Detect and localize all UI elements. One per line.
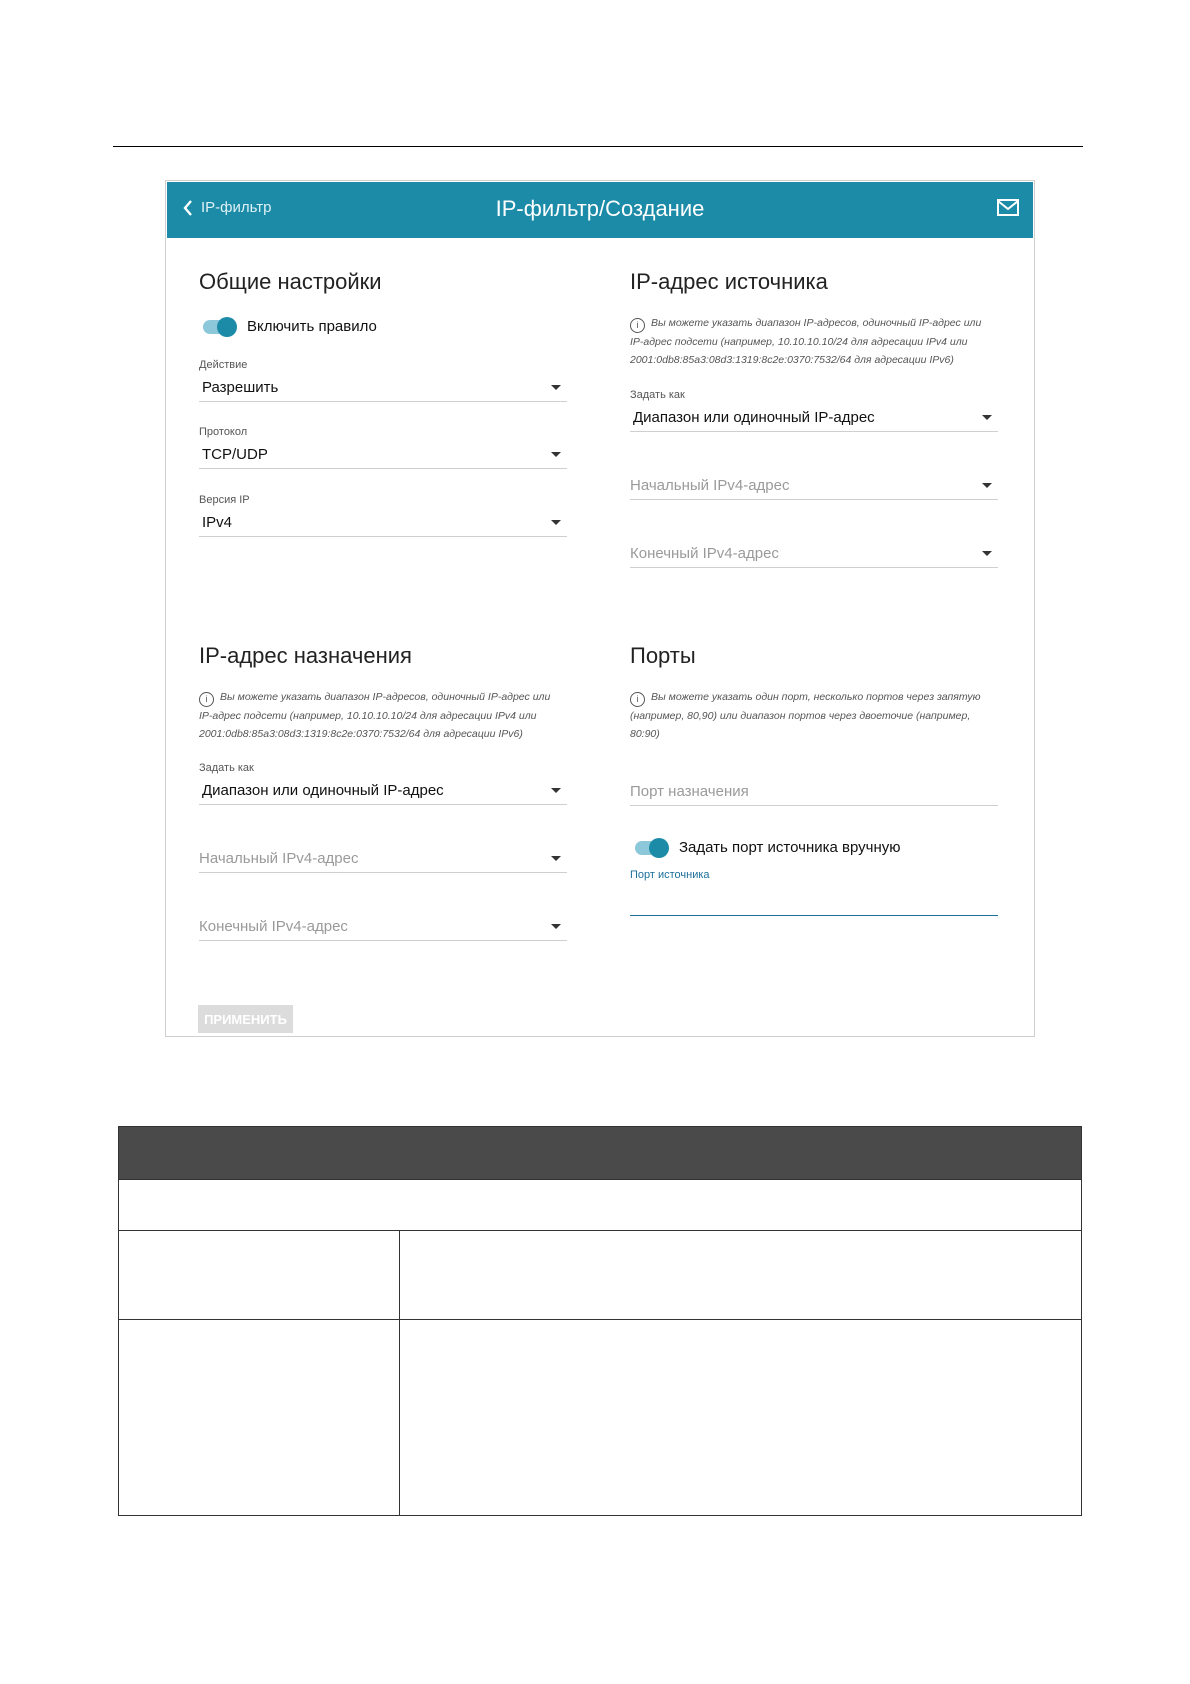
caret-down-icon xyxy=(982,483,992,488)
info-icon: i xyxy=(630,318,645,333)
caret-down-icon xyxy=(551,520,561,525)
start-ip-placeholder: Начальный IPv4-адрес xyxy=(630,476,790,494)
enable-rule-label: Включить правило xyxy=(247,318,377,335)
action-value: Разрешить xyxy=(202,378,279,396)
ports-info xyxy=(630,688,1002,743)
table-row xyxy=(119,1180,1082,1231)
caret-down-icon xyxy=(982,415,992,420)
source-port-input[interactable] xyxy=(630,915,998,916)
ip-version-label: Версия IP xyxy=(199,494,250,506)
set-as-label: Задать как xyxy=(199,762,254,774)
source-port-label: Порт источника xyxy=(630,869,710,881)
info-icon: i xyxy=(199,692,214,707)
caret-down-icon xyxy=(551,924,561,929)
protocol-select[interactable] xyxy=(199,426,567,469)
general-heading: Общие настройки xyxy=(199,269,382,294)
ip-version-select[interactable] xyxy=(199,494,567,537)
back-label: IP-фильтр xyxy=(201,199,272,216)
action-select[interactable] xyxy=(199,359,567,402)
destination-end-ip-select[interactable] xyxy=(199,898,567,941)
table-cell xyxy=(119,1231,400,1320)
toggle-knob xyxy=(217,317,237,337)
info-icon: i xyxy=(630,692,645,707)
source-end-ip-select[interactable] xyxy=(630,525,998,568)
destination-heading: IP-адрес назначения xyxy=(199,643,412,668)
top-bar xyxy=(167,182,1033,238)
caret-down-icon xyxy=(982,551,992,556)
screenshot-frame xyxy=(165,180,1035,1037)
manual-source-port-toggle[interactable] xyxy=(635,839,901,856)
toggle-knob xyxy=(649,838,669,858)
manual-source-port-label: Задать порт источника вручную xyxy=(679,839,901,856)
action-label: Действие xyxy=(199,359,248,371)
toggle-track xyxy=(635,841,667,855)
toggle-track xyxy=(203,320,235,334)
protocol-label: Протокол xyxy=(199,426,248,438)
destination-info xyxy=(199,688,571,743)
apply-button[interactable]: ПРИМЕНИТЬ xyxy=(198,1005,293,1033)
source-set-as-select[interactable] xyxy=(630,389,998,432)
table-header xyxy=(119,1127,1082,1180)
ports-heading: Порты xyxy=(630,643,696,668)
info-line: (например, 80,90) или диапазон портов через двоеточие (например, xyxy=(630,710,971,722)
table-cell xyxy=(119,1320,400,1516)
info-line: Вы можете указать диапазон IP-адресов, одиночный IP-адрес или xyxy=(220,691,551,703)
set-as-value: Диапазон или одиночный IP-адрес xyxy=(202,781,444,799)
destination-port-placeholder: Порт назначения xyxy=(630,782,749,800)
source-heading: IP-адрес источника xyxy=(630,269,828,294)
caret-down-icon xyxy=(551,856,561,861)
page-top-rule xyxy=(113,146,1083,147)
destination-set-as-select[interactable] xyxy=(199,762,567,805)
caret-down-icon xyxy=(551,385,561,390)
info-line: Вы можете указать один порт, несколько портов через запятую xyxy=(651,691,981,703)
protocol-value: TCP/UDP xyxy=(202,445,268,463)
table-cell xyxy=(400,1320,1082,1516)
info-line: IP-адрес подсети (например, 10.10.10.10/24 для адресации IPv4 или xyxy=(630,336,968,348)
set-as-value: Диапазон или одиночный IP-адрес xyxy=(633,408,875,426)
destination-port-input[interactable] xyxy=(630,763,998,806)
enable-rule-toggle[interactable] xyxy=(203,318,377,335)
table-cell xyxy=(400,1231,1082,1320)
source-info xyxy=(630,314,1002,369)
description-table xyxy=(118,1126,1082,1516)
end-ip-placeholder: Конечный IPv4-адрес xyxy=(199,917,348,935)
caret-down-icon xyxy=(551,788,561,793)
mail-icon[interactable] xyxy=(997,199,1019,221)
info-line: 2001:0db8:85a3:08d3:1319:8c2e:0370:7532/64 для адресации IPv6) xyxy=(199,728,523,740)
caret-down-icon xyxy=(551,452,561,457)
info-line: Вы можете указать диапазон IP-адресов, одиночный IP-адрес или xyxy=(651,317,982,329)
ip-version-value: IPv4 xyxy=(202,513,233,531)
set-as-label: Задать как xyxy=(630,389,685,401)
start-ip-placeholder: Начальный IPv4-адрес xyxy=(199,849,359,867)
info-line: IP-адрес подсети (например, 10.10.10.10/24 для адресации IPv4 или xyxy=(199,710,537,722)
source-start-ip-select[interactable] xyxy=(630,457,998,500)
info-line: 2001:0db8:85a3:08d3:1319:8c2e:0370:7532/64 для адресации IPv6) xyxy=(630,354,954,366)
destination-start-ip-select[interactable] xyxy=(199,830,567,873)
end-ip-placeholder: Конечный IPv4-адрес xyxy=(630,544,779,562)
page-title: IP-фильтр/Создание xyxy=(495,196,705,221)
info-line: 80:90) xyxy=(630,728,660,740)
